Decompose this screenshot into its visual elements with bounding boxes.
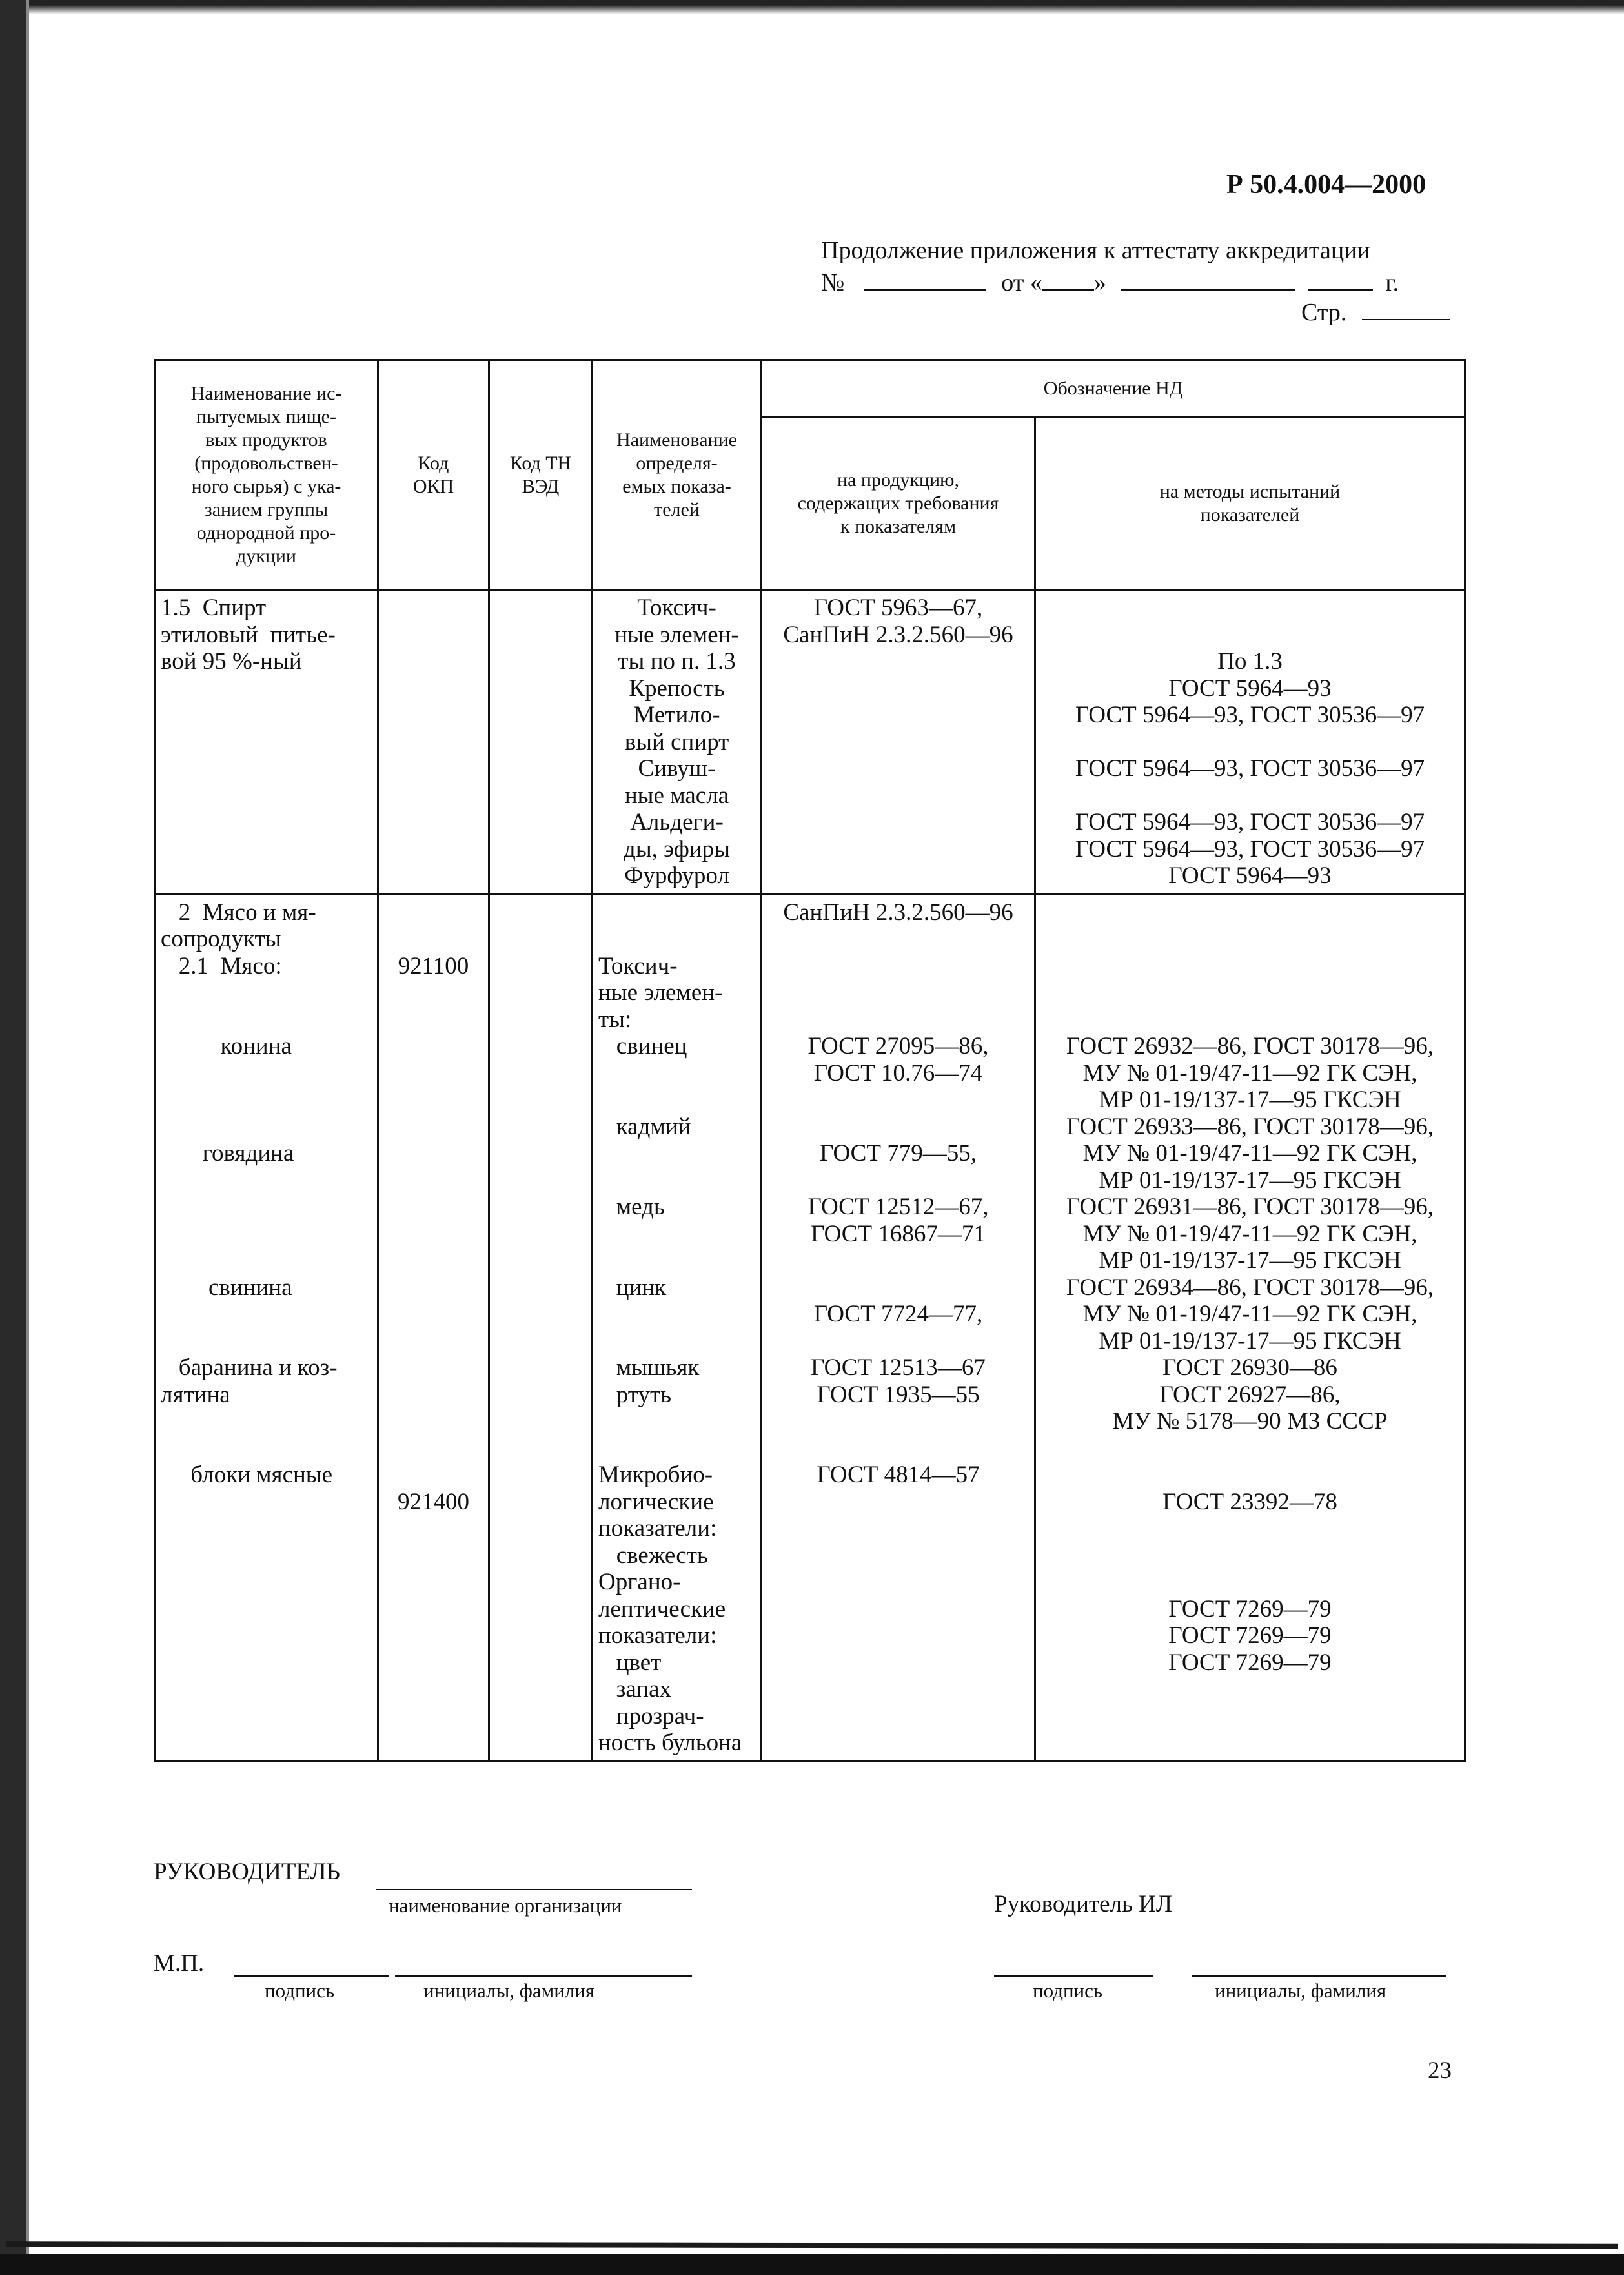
number-blank [864, 270, 986, 291]
quote-close: » [1093, 269, 1106, 296]
continuation-title: Продолжение приложения к аттестату аккредитации [821, 237, 1370, 264]
page-field [1301, 298, 1450, 327]
header-nd-products: на продукцию, содержащих требования к показателям [762, 417, 1035, 590]
lab-initials-caption: инициалы, фамилия [1215, 1979, 1386, 2002]
row-nd-methods: По 1.3 ГОСТ 5964—93 ГОСТ 5964—93, ГОСТ 30536—97 ГОСТ 5964—93, ГОСТ 30536—97 ГОСТ 5964—93, ГОСТ 30536—97 ГОСТ 5964—93, ГОСТ 30536—97 ГОСТ 5964—93 [1035, 590, 1465, 895]
row-indicators: Токсич- ные элемен- ты: свинец кадмий медь цинк мышьяк ртуть Микробио- логические показатели: свежесть Органо- лептические показатели: цвет запах прозрач- ность бульона [593, 894, 762, 1761]
page-number: 23 [1428, 2057, 1452, 2084]
year-label: г. [1385, 269, 1399, 296]
row-nd-products: СанПиН 2.3.2.560—96 ГОСТ 27095—86, ГОСТ 10.76—74 ГОСТ 779—55, ГОСТ 12512—67, ГОСТ 16867—71 ГОСТ 7724—77, ГОСТ 12513—67 ГОСТ 1935—55 ГОСТ 4814—57 [762, 894, 1035, 1761]
row-okp [378, 590, 489, 895]
org-caption: наименование организации [389, 1894, 622, 1917]
table-row [155, 590, 1465, 895]
row-product: 2 Мясо и мя- сопродукты 2.1 Мясо: конина говядина свинина баранина и коз- лятина блоки мясные [155, 894, 378, 1761]
scan-edge-bottom-line [6, 2241, 1618, 2249]
table-row [155, 894, 1465, 1761]
org-rule [376, 1889, 692, 1890]
number-label: № [821, 269, 845, 296]
accreditation-table [154, 359, 1466, 1762]
initials-rule [395, 1975, 692, 1977]
day-blank [1042, 270, 1094, 291]
from-label: от « [1001, 269, 1042, 296]
certificate-line [821, 269, 1399, 297]
scan-edge-bottom [0, 2254, 1624, 2275]
scan-edge-top [0, 0, 1624, 14]
page-label: Стр. [1301, 299, 1347, 326]
month-blank [1121, 270, 1295, 291]
header-okp-code: Код ОКП [378, 360, 489, 590]
header-nd-methods: на методы испытаний показателей [1035, 417, 1465, 590]
page-blank [1362, 300, 1450, 320]
row-tnved [489, 894, 593, 1761]
signature-rule [234, 1975, 389, 1977]
row-nd-methods: ГОСТ 26932—86, ГОСТ 30178—96, МУ № 01-19/47-11—92 ГК СЭН, МР 01-19/137-17—95 ГКСЭН ГОСТ 26933—86, ГОСТ 30178—96, МУ № 01-19/47-11—92 ГК СЭН, МР 01-19/137-17—95 ГКСЭН ГОСТ 26931—86, ГОСТ 30178—96, МУ № 01-19/47-11—92 ГК СЭН, МР 01-19/137-17—95 ГКСЭН ГОСТ 26934—86, ГОСТ 30178—96, МУ № 01-19/47-11—92 ГК СЭН, МР 01-19/137-17—95 ГКСЭН ГОСТ 26930—86 ГОСТ 26927—86, МУ № 5178—90 МЗ СССР ГОСТ 23392—78 ГОСТ 7269—79 ГОСТ 7269—79 ГОСТ 7269—79 [1035, 894, 1465, 1761]
row-product: 1.5 Спирт этиловый питье- вой 95 %-ный [155, 590, 378, 895]
header-indicators: Наименование определя- емых показа- телей [593, 360, 762, 590]
lab-signature-rule [994, 1975, 1153, 1977]
stamp-label: М.П. [154, 1950, 205, 1977]
document-number: Р 50.4.004—2000 [1226, 170, 1426, 199]
lab-signature-caption: подпись [1033, 1979, 1103, 2002]
initials-caption: инициалы, фамилия [423, 1979, 595, 2002]
header-tnved-code: Код ТН ВЭД [489, 360, 593, 590]
header-nd-designation: Обозначение НД [762, 360, 1465, 417]
scan-edge-left [0, 0, 26, 2275]
row-okp: 921100 921400 [378, 894, 489, 1761]
signature-caption: подпись [265, 1979, 335, 2002]
lab-initials-rule [1192, 1975, 1446, 1977]
row-indicators: Токсич- ные элемен- ты по п. 1.3 Крепость Метило- вый спирт Сивуш- ные масла Альдеги- ды, эфиры Фурфурол [593, 590, 762, 895]
lab-head-label: Руководитель ИЛ [994, 1891, 1172, 1917]
row-nd-products: ГОСТ 5963—67, СанПиН 2.3.2.560—96 [762, 590, 1035, 895]
year-blank [1308, 270, 1373, 291]
row-tnved [489, 590, 593, 895]
scan-edge-left-shadow [26, 0, 29, 2275]
head-label: РУКОВОДИТЕЛЬ [154, 1859, 340, 1885]
header-product-name: Наименование ис- пытуемых пище- вых продуктов (продовольствен- ного сырья) с ука- занием группы однородной про- дукции [155, 360, 378, 590]
